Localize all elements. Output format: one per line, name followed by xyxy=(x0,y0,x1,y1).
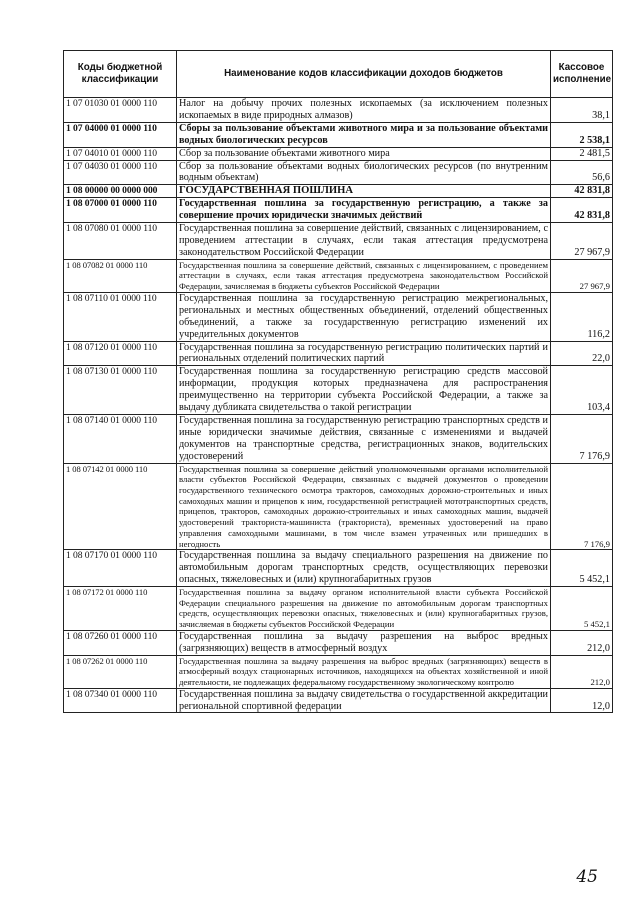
budget-code-cell: 1 08 07260 01 0000 110 xyxy=(64,630,177,655)
budget-code-cell: 1 07 04000 01 0000 110 xyxy=(64,122,177,147)
classification-name-cell: Государственная пошлина за выдачу разрешения на выброс вредных (загрязняющих) веществ в атмосферный воздух стационарных источников, находящихся на объектах хозяйственной и иной деятельности, не подлежащих федеральному государственному экологическому контролю xyxy=(177,655,551,688)
budget-code-cell: 1 08 07080 01 0000 110 xyxy=(64,223,177,260)
budget-code-cell: 1 08 07142 01 0000 110 xyxy=(64,463,177,550)
budget-code-cell: 1 08 07110 01 0000 110 xyxy=(64,292,177,341)
budget-code-cell: 1 07 04030 01 0000 110 xyxy=(64,160,177,185)
budget-classification-table xyxy=(63,50,613,713)
classification-name-cell: ГОСУДАРСТВЕННАЯ ПОШЛИНА xyxy=(177,185,551,198)
table-row xyxy=(64,160,613,185)
header-code: Коды бюджетной классификации xyxy=(64,51,177,98)
classification-name-cell: Государственная пошлина за государственную регистрацию межрегиональных, региональных и местных общественных объединений, отделений общественных объединений, а также за государственную регистрацию изменений их учредительных документов xyxy=(177,292,551,341)
table-row xyxy=(64,185,613,198)
table-row xyxy=(64,688,613,713)
budget-code-cell: 1 08 07120 01 0000 110 xyxy=(64,341,177,366)
table-row xyxy=(64,292,613,341)
cash-execution-cell: 38,1 xyxy=(551,98,613,123)
header-name: Наименование кодов классификации доходов бюджетов xyxy=(177,51,551,98)
table-header-row xyxy=(64,51,613,98)
table-row xyxy=(64,223,613,260)
table-row xyxy=(64,586,613,630)
cash-execution-cell: 212,0 xyxy=(551,655,613,688)
budget-code-cell: 1 08 07130 01 0000 110 xyxy=(64,366,177,415)
cash-execution-cell: 27 967,9 xyxy=(551,259,613,292)
table-row xyxy=(64,655,613,688)
cash-execution-cell: 116,2 xyxy=(551,292,613,341)
budget-code-cell: 1 08 07172 01 0000 110 xyxy=(64,586,177,630)
cash-execution-cell: 42 831,8 xyxy=(551,198,613,223)
budget-revenue-table-page xyxy=(63,50,612,713)
table-row xyxy=(64,147,613,160)
table-row xyxy=(64,341,613,366)
classification-name-cell: Сбор за пользование объектами водных биологических ресурсов (по внутренним водным объектам) xyxy=(177,160,551,185)
classification-name-cell: Государственная пошлина за государственную регистрацию средств массовой информации, продукция которых предназначена для распространения преимущественно на территории субъекта Российской Федерации, а также за выдачу дубликата свидетельства о такой регистрации xyxy=(177,366,551,415)
classification-name-cell: Государственная пошлина за государственную регистрацию транспортных средств и иные юридически значимые действия, связанные с изменениями и выдачей документов на транспортные средства, регистрационных знаков, водительских удостоверений xyxy=(177,414,551,463)
page-number: 45 xyxy=(576,867,598,887)
classification-name-cell: Сбор за пользование объектами животного мира xyxy=(177,147,551,160)
budget-code-cell: 1 08 07262 01 0000 110 xyxy=(64,655,177,688)
classification-name-cell: Государственная пошлина за совершение действий, связанных с лицензированием, с проведением аттестации в случаях, если такая аттестация предусмотрена законодательством Российской Федерации xyxy=(177,223,551,260)
cash-execution-cell: 212,0 xyxy=(551,630,613,655)
classification-name-cell: Государственная пошлина за совершение действий уполномоченными органами исполнительной власти субъектов Российской Федерации, связанных с выдачей документов о проведении государственного технического осмотра тракторов, самоходных дорожно-строительных и иных самоходных машин и прицепов к ним, государственной регистрацией мототранспортных средств, прицепов, тракторов, самоходных дорожно-строительных и иных самоходных машин, выдачей удостоверений тракториста-машиниста (тракториста), временных удостоверений на право управления самоходными машинами, в том числе взамен утраченных или пришедших в негодность xyxy=(177,463,551,550)
header-value: Кассовое исполнение xyxy=(551,51,613,98)
classification-name-cell: Государственная пошлина за совершение действий, связанных с лицензированием, с проведением аттестации в случаях, если такая аттестация предусмотрена законодательством Российской Федерации, зачисляемая в бюджеты субъектов Российской Федерации xyxy=(177,259,551,292)
cash-execution-cell: 12,0 xyxy=(551,688,613,713)
cash-execution-cell: 103,4 xyxy=(551,366,613,415)
table-row xyxy=(64,550,613,587)
cash-execution-cell: 22,0 xyxy=(551,341,613,366)
classification-name-cell: Государственная пошлина за выдачу свидетельства о государственной аккредитации региональной спортивной федерации xyxy=(177,688,551,713)
table-row xyxy=(64,463,613,550)
classification-name-cell: Государственная пошлина за государственную регистрацию, а также за совершение прочих юридически значимых действий xyxy=(177,198,551,223)
cash-execution-cell: 5 452,1 xyxy=(551,586,613,630)
budget-code-cell: 1 08 07082 01 0000 110 xyxy=(64,259,177,292)
budget-code-cell: 1 08 00000 00 0000 000 xyxy=(64,185,177,198)
table-body xyxy=(64,98,613,713)
table-row xyxy=(64,122,613,147)
table-row xyxy=(64,198,613,223)
table-row xyxy=(64,414,613,463)
budget-code-cell: 1 08 07000 01 0000 110 xyxy=(64,198,177,223)
cash-execution-cell: 56,6 xyxy=(551,160,613,185)
budget-code-cell: 1 07 01030 01 0000 110 xyxy=(64,98,177,123)
classification-name-cell: Сборы за пользование объектами животного мира и за пользование объектами водных биологических ресурсов xyxy=(177,122,551,147)
cash-execution-cell: 5 452,1 xyxy=(551,550,613,587)
table-row xyxy=(64,259,613,292)
cash-execution-cell: 2 481,5 xyxy=(551,147,613,160)
budget-code-cell: 1 08 07140 01 0000 110 xyxy=(64,414,177,463)
budget-code-cell: 1 08 07170 01 0000 110 xyxy=(64,550,177,587)
classification-name-cell: Государственная пошлина за выдачу специального разрешения на движение по автомобильным дорогам транспортных средств, осуществляющих перевозки опасных, тяжеловесных и (или) крупногабаритных грузов xyxy=(177,550,551,587)
budget-code-cell: 1 07 04010 01 0000 110 xyxy=(64,147,177,160)
cash-execution-cell: 7 176,9 xyxy=(551,463,613,550)
budget-code-cell: 1 08 07340 01 0000 110 xyxy=(64,688,177,713)
table-row xyxy=(64,630,613,655)
cash-execution-cell: 42 831,8 xyxy=(551,185,613,198)
classification-name-cell: Государственная пошлина за выдачу разрешения на выброс вредных (загрязняющих) веществ в атмосферный воздух xyxy=(177,630,551,655)
table-row xyxy=(64,366,613,415)
classification-name-cell: Налог на добычу прочих полезных ископаемых (за исключением полезных ископаемых в виде природных алмазов) xyxy=(177,98,551,123)
classification-name-cell: Государственная пошлина за государственную регистрацию политических партий и региональных отделений политических партий xyxy=(177,341,551,366)
table-row xyxy=(64,98,613,123)
cash-execution-cell: 2 538,1 xyxy=(551,122,613,147)
cash-execution-cell: 27 967,9 xyxy=(551,223,613,260)
cash-execution-cell: 7 176,9 xyxy=(551,414,613,463)
classification-name-cell: Государственная пошлина за выдачу органом исполнительной власти субъекта Российской Федерации специального разрешения на движение по автомобильным дорогам транспортных средств, осуществляющих перевозки опасных, тяжеловесных и (или) крупногабаритных грузов, зачисляемая в бюджеты субъектов Российской Федерации xyxy=(177,586,551,630)
